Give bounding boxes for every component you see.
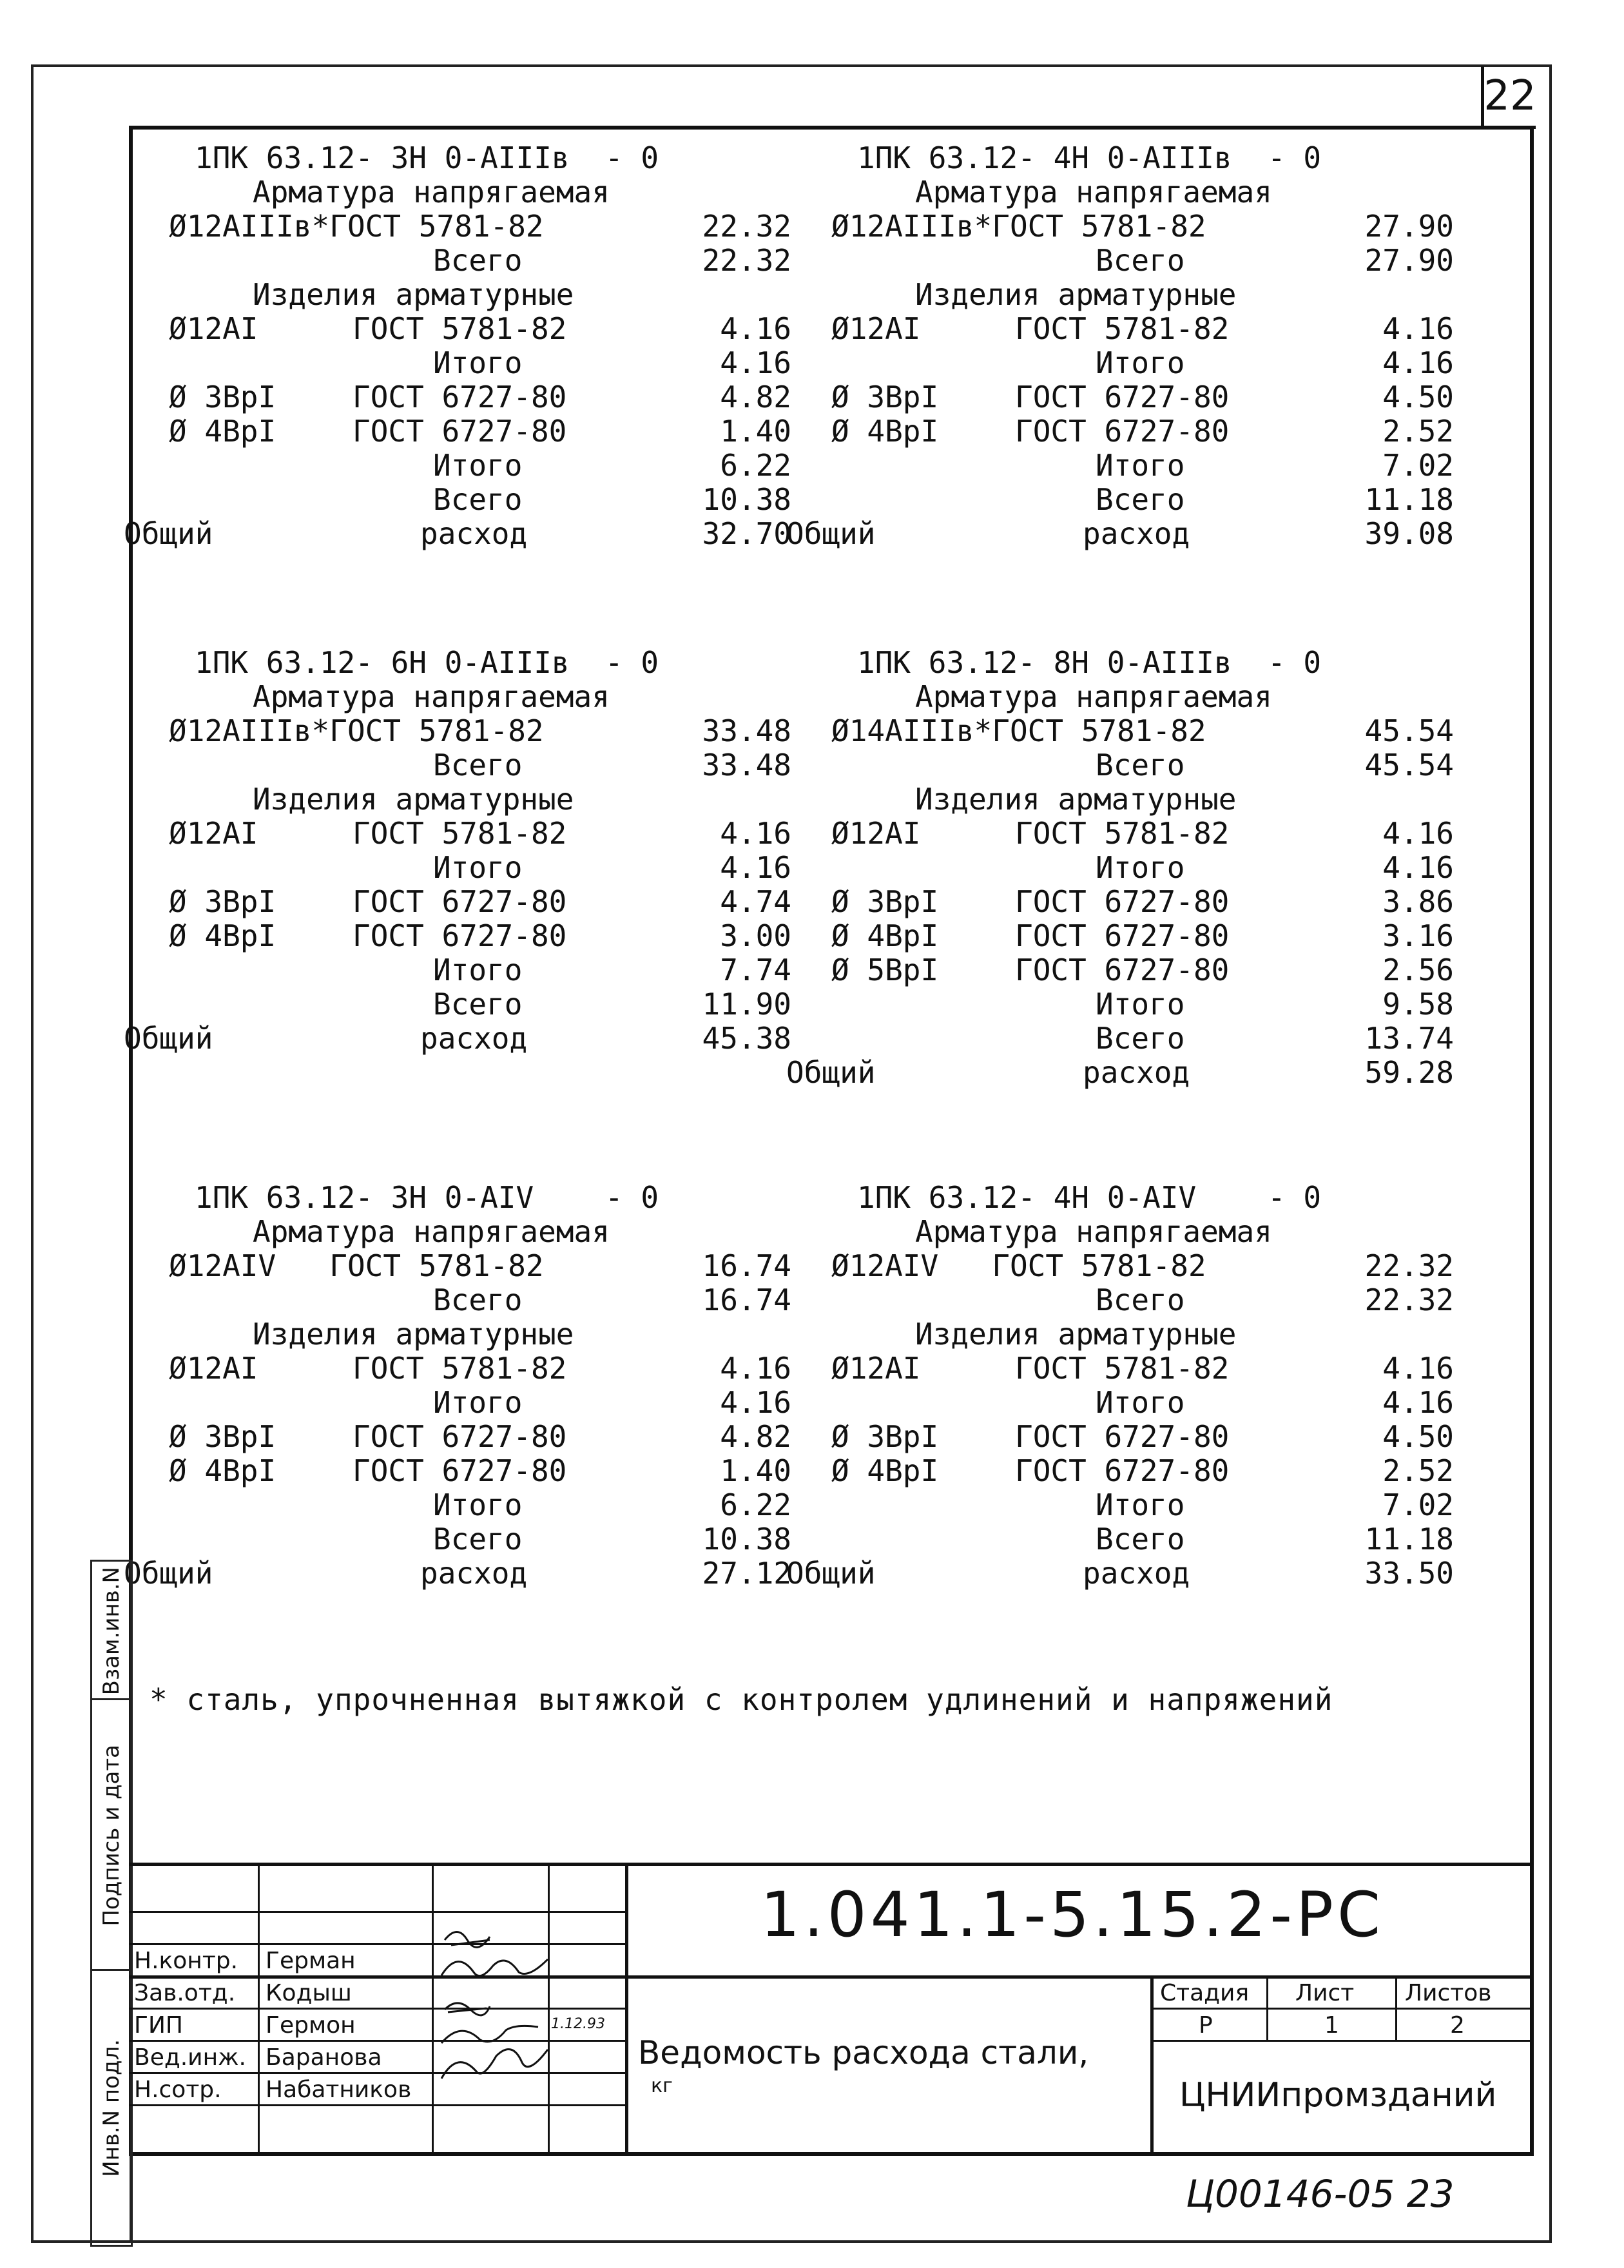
spec-block [124,645,800,1073]
tb-role: Вед.инж. [134,2044,246,2071]
block-title: 1ПК 63.12- 8Н 0-АIIIв - 0 [857,645,1322,680]
grand-total-value: 39.08 [1364,516,1454,551]
grand-total-value: 59.28 [1364,1055,1454,1090]
grand-total-label: Общий [786,1556,876,1591]
total-label: Всего [433,482,523,517]
total-label: Всего [433,243,523,278]
section-label: Изделия арматурные [915,1317,1237,1352]
tb-name: Набатников [266,2077,412,2103]
wire-diameter: Ø 4ВрI [831,918,939,953]
mass-value: 4.16 [720,311,791,346]
tb-name: Кодыш [266,1980,352,2006]
total-label: Итого [1096,345,1185,380]
grand-total-value: 33.50 [1364,1556,1454,1591]
rebar-standard: ГОСТ 5781-82 [353,311,567,346]
wire-standard: ГОСТ 6727-80 [353,414,567,449]
wire-diameter: Ø 4ВрI [831,1453,939,1488]
stage-label: Стадия [1160,1980,1250,2006]
grand-total-label: Общий [124,1021,213,1056]
total-label: Итого [1096,448,1185,483]
wire-standard: ГОСТ 6727-80 [1015,918,1230,953]
grand-total-label: Общий [124,1556,213,1591]
doc-unit: кг [651,2075,673,2097]
section-label: Арматура напрягаемая [915,175,1272,209]
section-label: Арматура напрягаемая [915,1214,1272,1249]
grand-total-label: Общий [786,1055,876,1090]
wire-standard: ГОСТ 6727-80 [353,884,567,919]
tb-line [258,1863,260,2156]
wire-diameter: Ø 4ВрI [831,414,939,449]
rebar-name: Ø12АIV ГОСТ 5781-82 [169,1248,544,1283]
side-cell-podp [90,1698,133,1971]
tb-role: ГИП [134,2012,183,2039]
mass-value: 45.54 [1364,748,1454,782]
tb-line [129,1911,625,1913]
mass-value: 7.02 [1382,448,1454,483]
mass-value: 4.82 [720,1419,791,1454]
total-label: Итого [1096,1385,1185,1420]
rebar-diameter: Ø12АI [831,311,921,346]
wire-diameter: Ø 3ВрI [831,1419,939,1454]
total-label: Итого [1096,1488,1185,1522]
section-label: Изделия арматурные [915,782,1237,817]
rebar-name: Ø12АIIIв*ГОСТ 5781-82 [169,713,544,748]
spec-block [124,141,800,568]
mass-value: 1.40 [720,414,791,449]
grand-total-label: расход [420,1556,528,1591]
side-cell-vzam [90,1560,133,1700]
mass-value: 7.02 [1382,1488,1454,1522]
tb-line [432,1863,434,2156]
mass-value: 9.58 [1382,987,1454,1022]
wire-standard: ГОСТ 6727-80 [1015,380,1230,414]
mass-value: 11.18 [1364,482,1454,517]
wire-standard: ГОСТ 6727-80 [1015,1419,1230,1454]
rebar-name: Ø12АIIIв*ГОСТ 5781-82 [169,209,544,244]
wire-diameter: Ø 4ВрI [169,1453,276,1488]
tb-role: Н.контр. [134,1948,238,1974]
section-label: Изделия арматурные [253,277,574,312]
total-label: Всего [433,1522,523,1556]
mass-value: 4.16 [720,1385,791,1420]
rebar-name: Ø12АIIIв*ГОСТ 5781-82 [831,209,1206,244]
mass-value: 13.74 [1364,1021,1454,1056]
tb-line [1266,1975,1268,2040]
mass-value: 3.16 [1382,918,1454,953]
block-title: 1ПК 63.12- 3Н 0-АIV - 0 [195,1180,659,1215]
mass-value: 4.50 [1382,380,1454,414]
section-label: Изделия арматурные [253,782,574,817]
total-label: Итого [433,448,523,483]
grand-total-label: расход [1083,1055,1190,1090]
mass-value: 10.38 [702,1522,791,1556]
mass-value: 11.90 [702,987,791,1022]
block-title: 1ПК 63.12- 6Н 0-АIIIв - 0 [195,645,659,680]
wire-standard: ГОСТ 6727-80 [1015,884,1230,919]
total-label: Всего [1096,1021,1185,1056]
mass-value: 22.32 [702,209,791,244]
section-label: Арматура напрягаемая [253,679,610,714]
total-label: Итого [433,953,523,987]
mass-value: 4.16 [1382,1351,1454,1386]
mass-value: 27.90 [1364,243,1454,278]
grand-total-label: расход [1083,1556,1190,1591]
rebar-diameter: Ø12АI [169,816,258,851]
mass-value: 16.74 [702,1248,791,1283]
tb-line [1395,1975,1397,2040]
block-title: 1ПК 63.12- 3Н 0-АIIIв - 0 [195,141,659,175]
total-label: Всего [1096,1522,1185,1556]
wire-standard: ГОСТ 6727-80 [1015,414,1230,449]
total-label: Итого [433,345,523,380]
spec-block [124,1180,800,1608]
total-label: Итого [1096,850,1185,885]
tb-line [625,1863,628,2156]
mass-value: 22.32 [702,243,791,278]
wire-diameter: Ø 4ВрI [169,918,276,953]
mass-value: 22.32 [1364,1248,1454,1283]
wire-standard: ГОСТ 6727-80 [353,918,567,953]
grand-total-label: расход [420,1021,528,1056]
mass-value: 4.16 [1382,1385,1454,1420]
tb-date: 1.12.93 [551,2016,605,2032]
rebar-standard: ГОСТ 5781-82 [353,816,567,851]
mass-value: 4.50 [1382,1419,1454,1454]
tb-role: Зав.отд. [134,1980,236,2006]
total-label: Всего [1096,1283,1185,1317]
tb-line [1150,2040,1534,2042]
spec-block [786,645,1463,1090]
section-label: Арматура напрягаемая [253,1214,610,1249]
rebar-diameter: Ø12АI [169,311,258,346]
grand-total-label: Общий [124,516,213,551]
sheet-label: Лист [1295,1980,1355,2006]
total-label: Итого [433,850,523,885]
mass-value: 22.32 [1364,1283,1454,1317]
rebar-standard: ГОСТ 5781-82 [1015,816,1230,851]
tb-name: Баранова [266,2044,382,2071]
side-label-inv: Инв.N подл. [99,2039,124,2177]
total-label: Всего [1096,243,1185,278]
archive-stamp: Ц00146-05 23 [1186,2172,1455,2216]
rebar-name: Ø14АIIIв*ГОСТ 5781-82 [831,713,1206,748]
doc-title: Ведомость расхода стали, [638,2034,1089,2071]
wire-standard: ГОСТ 6727-80 [1015,1453,1230,1488]
spec-block [786,1180,1463,1608]
mass-value: 3.00 [720,918,791,953]
grand-total-label: Общий [786,516,876,551]
mass-value: 10.38 [702,482,791,517]
rebar-diameter: Ø12АI [169,1351,258,1386]
total-label: Итого [1096,987,1185,1022]
mass-value: 4.74 [720,884,791,919]
wire-diameter: Ø 3ВрI [169,884,276,919]
mass-value: 4.16 [1382,345,1454,380]
section-label: Арматура напрягаемая [253,175,610,209]
total-label: Всего [433,748,523,782]
wire-standard: ГОСТ 6727-80 [353,1453,567,1488]
side-label-vzam: Взам.инв.N [99,1566,124,1696]
wire-diameter: Ø 3ВрI [831,884,939,919]
rebar-standard: ГОСТ 5781-82 [1015,1351,1230,1386]
wire-standard: ГОСТ 6727-80 [353,380,567,414]
grand-total-label: расход [1083,516,1190,551]
side-cell-inv [90,1969,133,2247]
total-label: Всего [433,987,523,1022]
rebar-name: Ø12АIV ГОСТ 5781-82 [831,1248,1206,1283]
mass-value: 4.16 [720,816,791,851]
tb-line [1150,1975,1154,2156]
tb-line [129,1863,1534,1866]
total-label: Итого [433,1385,523,1420]
mass-value: 2.52 [1382,1453,1454,1488]
grand-total-value: 32.70 [702,516,791,551]
mass-value: 6.22 [720,448,791,483]
mass-value: 4.16 [720,850,791,885]
wire-standard: ГОСТ 6727-80 [1015,953,1230,987]
mass-value: 27.90 [1364,209,1454,244]
section-label: Арматура напрягаемая [915,679,1272,714]
block-title: 1ПК 63.12- 4Н 0-АIIIв - 0 [857,141,1322,175]
sheets-value: 2 [1450,2012,1465,2039]
mass-value: 2.52 [1382,414,1454,449]
mass-value: 3.86 [1382,884,1454,919]
wire-diameter: Ø 3ВрI [169,1419,276,1454]
wire-diameter: Ø 5ВрI [831,953,939,987]
wire-diameter: Ø 3ВрI [169,380,276,414]
organization: ЦНИИпромзданий [1179,2076,1497,2115]
total-label: Всего [1096,748,1185,782]
mass-value: 33.48 [702,748,791,782]
mass-value: 4.82 [720,380,791,414]
mass-value: 33.48 [702,713,791,748]
tb-name: Гермон [266,2012,356,2039]
tb-role: Н.сотр. [134,2077,222,2103]
block-title: 1ПК 63.12- 4Н 0-АIV - 0 [857,1180,1322,1215]
page-number: 22 [1481,66,1536,129]
mass-value: 7.74 [720,953,791,987]
rebar-diameter: Ø12АI [831,816,921,851]
section-label: Изделия арматурные [253,1317,574,1352]
mass-value: 6.22 [720,1488,791,1522]
wire-diameter: Ø 4ВрI [169,414,276,449]
wire-diameter: Ø 3ВрI [831,380,939,414]
mass-value: 4.16 [1382,311,1454,346]
rebar-diameter: Ø12АI [831,1351,921,1386]
section-label: Изделия арматурные [915,277,1237,312]
grand-total-label: расход [420,516,528,551]
wire-standard: ГОСТ 6727-80 [353,1419,567,1454]
grand-total-value: 45.38 [702,1021,791,1056]
sheet-value: 1 [1324,2012,1339,2039]
mass-value: 16.74 [702,1283,791,1317]
sheets-label: Листов [1405,1980,1492,2006]
mass-value: 1.40 [720,1453,791,1488]
tb-name: Герман [266,1948,356,1974]
document-code: 1.041.1-5.15.2-РС [760,1879,1384,1951]
stage-value: Р [1199,2012,1213,2039]
signature-scribbles [438,1914,554,2108]
mass-value: 45.54 [1364,713,1454,748]
rebar-standard: ГОСТ 5781-82 [1015,311,1230,346]
mass-value: 4.16 [720,345,791,380]
spec-block [786,141,1463,568]
mass-value: 4.16 [1382,816,1454,851]
mass-value: 2.56 [1382,953,1454,987]
mass-value: 11.18 [1364,1522,1454,1556]
total-label: Всего [1096,482,1185,517]
tb-line [129,1975,1534,1979]
mass-value: 4.16 [720,1351,791,1386]
mass-value: 4.16 [1382,850,1454,885]
side-label-podp: Подпись и дата [99,1745,124,1926]
rebar-standard: ГОСТ 5781-82 [353,1351,567,1386]
total-label: Итого [433,1488,523,1522]
footnote: * сталь, упрочненная вытяжкой с контролем удлинений и напряжений [150,1682,1333,1717]
total-label: Всего [433,1283,523,1317]
tb-line [1150,2008,1534,2010]
grand-total-value: 27.12 [702,1556,791,1591]
